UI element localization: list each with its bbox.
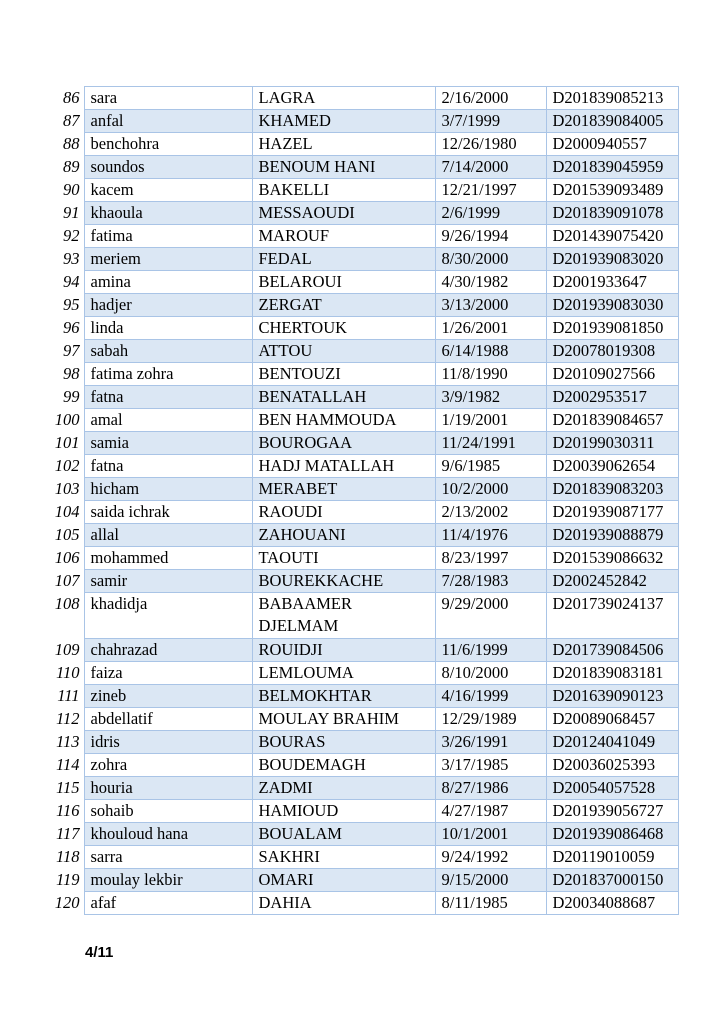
student-id-cell: D201839091078	[546, 202, 678, 225]
birth-date-cell: 4/16/1999	[435, 685, 546, 708]
student-id-cell: D20036025393	[546, 754, 678, 777]
last-name-cell: BOUDEMAGH	[252, 754, 435, 777]
first-name-cell: afaf	[84, 892, 252, 915]
table-row	[52, 777, 678, 800]
row-number-cell: 112	[52, 708, 84, 731]
last-name-cell: BOUALAM	[252, 823, 435, 846]
last-name-cell: LEMLOUMA	[252, 662, 435, 685]
row-number-cell: 96	[52, 317, 84, 340]
row-number-cell: 95	[52, 294, 84, 317]
last-name-cell: KHAMED	[252, 110, 435, 133]
row-number-cell: 94	[52, 271, 84, 294]
last-name-cell: HADJ MATALLAH	[252, 455, 435, 478]
first-name-cell: samir	[84, 570, 252, 593]
table-row	[52, 478, 678, 501]
student-id-cell: D201939083030	[546, 294, 678, 317]
student-id-cell: D201839084657	[546, 409, 678, 432]
table-row	[52, 110, 678, 133]
row-number-cell: 101	[52, 432, 84, 455]
first-name-cell: faiza	[84, 662, 252, 685]
table-row	[52, 386, 678, 409]
birth-date-cell: 2/13/2002	[435, 501, 546, 524]
row-number-cell: 119	[52, 869, 84, 892]
table-row	[52, 547, 678, 570]
first-name-cell: hicham	[84, 478, 252, 501]
row-number-cell: 90	[52, 179, 84, 202]
student-id-cell: D201839084005	[546, 110, 678, 133]
birth-date-cell: 3/9/1982	[435, 386, 546, 409]
birth-date-cell: 2/6/1999	[435, 202, 546, 225]
table-row	[52, 639, 678, 662]
row-number-cell: 102	[52, 455, 84, 478]
table-row	[52, 846, 678, 869]
last-name-cell: BOUROGAA	[252, 432, 435, 455]
table-row	[52, 340, 678, 363]
first-name-cell: benchohra	[84, 133, 252, 156]
first-name-cell: sara	[84, 87, 252, 110]
student-id-cell: D201439075420	[546, 225, 678, 248]
table-row	[52, 731, 678, 754]
last-name-cell: ZERGAT	[252, 294, 435, 317]
student-id-cell: D201839085213	[546, 87, 678, 110]
row-number-cell: 110	[52, 662, 84, 685]
row-number-cell: 91	[52, 202, 84, 225]
last-name-cell: BENATALLAH	[252, 386, 435, 409]
birth-date-cell: 12/29/1989	[435, 708, 546, 731]
birth-date-cell: 10/1/2001	[435, 823, 546, 846]
first-name-cell: hadjer	[84, 294, 252, 317]
table-row	[52, 248, 678, 271]
student-id-cell: D201939081850	[546, 317, 678, 340]
last-name-cell: BENOUM HANI	[252, 156, 435, 179]
birth-date-cell: 8/11/1985	[435, 892, 546, 915]
birth-date-cell: 9/15/2000	[435, 869, 546, 892]
birth-date-cell: 1/19/2001	[435, 409, 546, 432]
student-id-cell: D20119010059	[546, 846, 678, 869]
birth-date-cell: 8/27/1986	[435, 777, 546, 800]
last-name-cell: HAMIOUD	[252, 800, 435, 823]
birth-date-cell: 8/23/1997	[435, 547, 546, 570]
last-name-cell: ROUIDJI	[252, 639, 435, 662]
birth-date-cell: 3/7/1999	[435, 110, 546, 133]
first-name-cell: sabah	[84, 340, 252, 363]
last-name-cell: BABAAMER DJELMAM	[252, 593, 435, 639]
birth-date-cell: 1/26/2001	[435, 317, 546, 340]
student-id-cell: D2000940557	[546, 133, 678, 156]
birth-date-cell: 6/14/1988	[435, 340, 546, 363]
student-id-cell: D201539086632	[546, 547, 678, 570]
row-number-cell: 109	[52, 639, 84, 662]
row-number-cell: 98	[52, 363, 84, 386]
last-name-cell: LAGRA	[252, 87, 435, 110]
row-number-cell: 99	[52, 386, 84, 409]
student-id-cell: D201939086468	[546, 823, 678, 846]
row-number-cell: 97	[52, 340, 84, 363]
last-name-cell: DAHIA	[252, 892, 435, 915]
student-id-cell: D201939056727	[546, 800, 678, 823]
table-row	[52, 409, 678, 432]
first-name-cell: abdellatif	[84, 708, 252, 731]
row-number-cell: 111	[52, 685, 84, 708]
row-number-cell: 105	[52, 524, 84, 547]
first-name-cell: sohaib	[84, 800, 252, 823]
student-id-cell: D201939083020	[546, 248, 678, 271]
table-row	[52, 156, 678, 179]
table-row	[52, 87, 678, 110]
last-name-cell: MAROUF	[252, 225, 435, 248]
first-name-cell: fatna	[84, 386, 252, 409]
table-row	[52, 524, 678, 547]
student-id-cell: D20054057528	[546, 777, 678, 800]
table-row	[52, 202, 678, 225]
table-row	[52, 800, 678, 823]
last-name-cell: HAZEL	[252, 133, 435, 156]
student-id-cell: D201939087177	[546, 501, 678, 524]
student-id-cell: D201939088879	[546, 524, 678, 547]
row-number-cell: 115	[52, 777, 84, 800]
student-id-cell: D201839083181	[546, 662, 678, 685]
row-number-cell: 93	[52, 248, 84, 271]
table-row	[52, 271, 678, 294]
first-name-cell: linda	[84, 317, 252, 340]
row-number-cell: 120	[52, 892, 84, 915]
row-number-cell: 107	[52, 570, 84, 593]
first-name-cell: chahrazad	[84, 639, 252, 662]
table-row	[52, 432, 678, 455]
row-number-cell: 114	[52, 754, 84, 777]
birth-date-cell: 9/26/1994	[435, 225, 546, 248]
last-name-cell: BOUREKKACHE	[252, 570, 435, 593]
last-name-cell: BELAROUI	[252, 271, 435, 294]
table-row	[52, 823, 678, 846]
student-id-cell: D20199030311	[546, 432, 678, 455]
birth-date-cell: 8/10/2000	[435, 662, 546, 685]
table-row	[52, 317, 678, 340]
table-row	[52, 133, 678, 156]
birth-date-cell: 12/21/1997	[435, 179, 546, 202]
student-id-cell: D201739084506	[546, 639, 678, 662]
first-name-cell: zineb	[84, 685, 252, 708]
student-id-cell: D201539093489	[546, 179, 678, 202]
first-name-cell: kacem	[84, 179, 252, 202]
row-number-cell: 108	[52, 593, 84, 639]
student-id-cell: D20039062654	[546, 455, 678, 478]
row-number-cell: 106	[52, 547, 84, 570]
birth-date-cell: 11/24/1991	[435, 432, 546, 455]
last-name-cell: CHERTOUK	[252, 317, 435, 340]
row-number-cell: 117	[52, 823, 84, 846]
first-name-cell: mohammed	[84, 547, 252, 570]
row-number-cell: 103	[52, 478, 84, 501]
birth-date-cell: 8/30/2000	[435, 248, 546, 271]
student-id-cell: D2002953517	[546, 386, 678, 409]
last-name-cell: BEN HAMMOUDA	[252, 409, 435, 432]
student-id-cell: D201739024137	[546, 593, 678, 639]
student-id-cell: D201837000150	[546, 869, 678, 892]
first-name-cell: houria	[84, 777, 252, 800]
first-name-cell: samia	[84, 432, 252, 455]
student-id-cell: D201639090123	[546, 685, 678, 708]
row-number-cell: 88	[52, 133, 84, 156]
birth-date-cell: 3/13/2000	[435, 294, 546, 317]
row-number-cell: 104	[52, 501, 84, 524]
birth-date-cell: 12/26/1980	[435, 133, 546, 156]
first-name-cell: anfal	[84, 110, 252, 133]
last-name-cell: FEDAL	[252, 248, 435, 271]
first-name-cell: sarra	[84, 846, 252, 869]
student-id-cell: D20124041049	[546, 731, 678, 754]
table-row	[52, 179, 678, 202]
table-row	[52, 662, 678, 685]
student-id-cell: D201839083203	[546, 478, 678, 501]
first-name-cell: soundos	[84, 156, 252, 179]
student-id-cell: D20109027566	[546, 363, 678, 386]
last-name-cell: ZAHOUANI	[252, 524, 435, 547]
row-number-cell: 113	[52, 731, 84, 754]
birth-date-cell: 4/30/1982	[435, 271, 546, 294]
roster-table	[52, 86, 679, 915]
first-name-cell: amina	[84, 271, 252, 294]
birth-date-cell: 10/2/2000	[435, 478, 546, 501]
birth-date-cell: 11/8/1990	[435, 363, 546, 386]
first-name-cell: fatima zohra	[84, 363, 252, 386]
first-name-cell: khouloud hana	[84, 823, 252, 846]
last-name-cell: BELMOKHTAR	[252, 685, 435, 708]
first-name-cell: fatima	[84, 225, 252, 248]
table-row	[52, 685, 678, 708]
last-name-cell: ZADMI	[252, 777, 435, 800]
last-name-cell: SAKHRI	[252, 846, 435, 869]
table-row	[52, 570, 678, 593]
row-number-cell: 116	[52, 800, 84, 823]
birth-date-cell: 9/6/1985	[435, 455, 546, 478]
birth-date-cell: 3/17/1985	[435, 754, 546, 777]
first-name-cell: fatna	[84, 455, 252, 478]
last-name-cell: BENTOUZI	[252, 363, 435, 386]
table-row	[52, 754, 678, 777]
first-name-cell: idris	[84, 731, 252, 754]
row-number-cell: 89	[52, 156, 84, 179]
row-number-cell: 87	[52, 110, 84, 133]
birth-date-cell: 11/4/1976	[435, 524, 546, 547]
row-number-cell: 100	[52, 409, 84, 432]
first-name-cell: khadidja	[84, 593, 252, 639]
table-row	[52, 501, 678, 524]
last-name-cell: BOURAS	[252, 731, 435, 754]
table-row	[52, 455, 678, 478]
roster-body	[52, 87, 678, 915]
birth-date-cell: 3/26/1991	[435, 731, 546, 754]
first-name-cell: khaoula	[84, 202, 252, 225]
last-name-cell: ATTOU	[252, 340, 435, 363]
last-name-cell: MESSAOUDI	[252, 202, 435, 225]
row-number-cell: 86	[52, 87, 84, 110]
last-name-cell: MERABET	[252, 478, 435, 501]
table-row	[52, 593, 678, 639]
table-row	[52, 294, 678, 317]
row-number-cell: 92	[52, 225, 84, 248]
first-name-cell: zohra	[84, 754, 252, 777]
first-name-cell: allal	[84, 524, 252, 547]
first-name-cell: amal	[84, 409, 252, 432]
student-id-cell: D20089068457	[546, 708, 678, 731]
row-number-cell: 118	[52, 846, 84, 869]
student-id-cell: D20078019308	[546, 340, 678, 363]
last-name-cell: TAOUTI	[252, 547, 435, 570]
last-name-cell: OMARI	[252, 869, 435, 892]
table-row	[52, 363, 678, 386]
last-name-cell: RAOUDI	[252, 501, 435, 524]
first-name-cell: saida ichrak	[84, 501, 252, 524]
table-row	[52, 892, 678, 915]
last-name-cell: BAKELLI	[252, 179, 435, 202]
last-name-cell: MOULAY BRAHIM	[252, 708, 435, 731]
first-name-cell: moulay lekbir	[84, 869, 252, 892]
page-number: 4/11	[85, 944, 114, 961]
birth-date-cell: 7/28/1983	[435, 570, 546, 593]
student-id-cell: D201839045959	[546, 156, 678, 179]
first-name-cell: meriem	[84, 248, 252, 271]
student-id-cell: D20034088687	[546, 892, 678, 915]
table-row	[52, 225, 678, 248]
table-row	[52, 708, 678, 731]
birth-date-cell: 9/29/2000	[435, 593, 546, 639]
table-row	[52, 869, 678, 892]
student-id-cell: D2002452842	[546, 570, 678, 593]
birth-date-cell: 2/16/2000	[435, 87, 546, 110]
birth-date-cell: 7/14/2000	[435, 156, 546, 179]
birth-date-cell: 9/24/1992	[435, 846, 546, 869]
birth-date-cell: 11/6/1999	[435, 639, 546, 662]
student-id-cell: D2001933647	[546, 271, 678, 294]
birth-date-cell: 4/27/1987	[435, 800, 546, 823]
